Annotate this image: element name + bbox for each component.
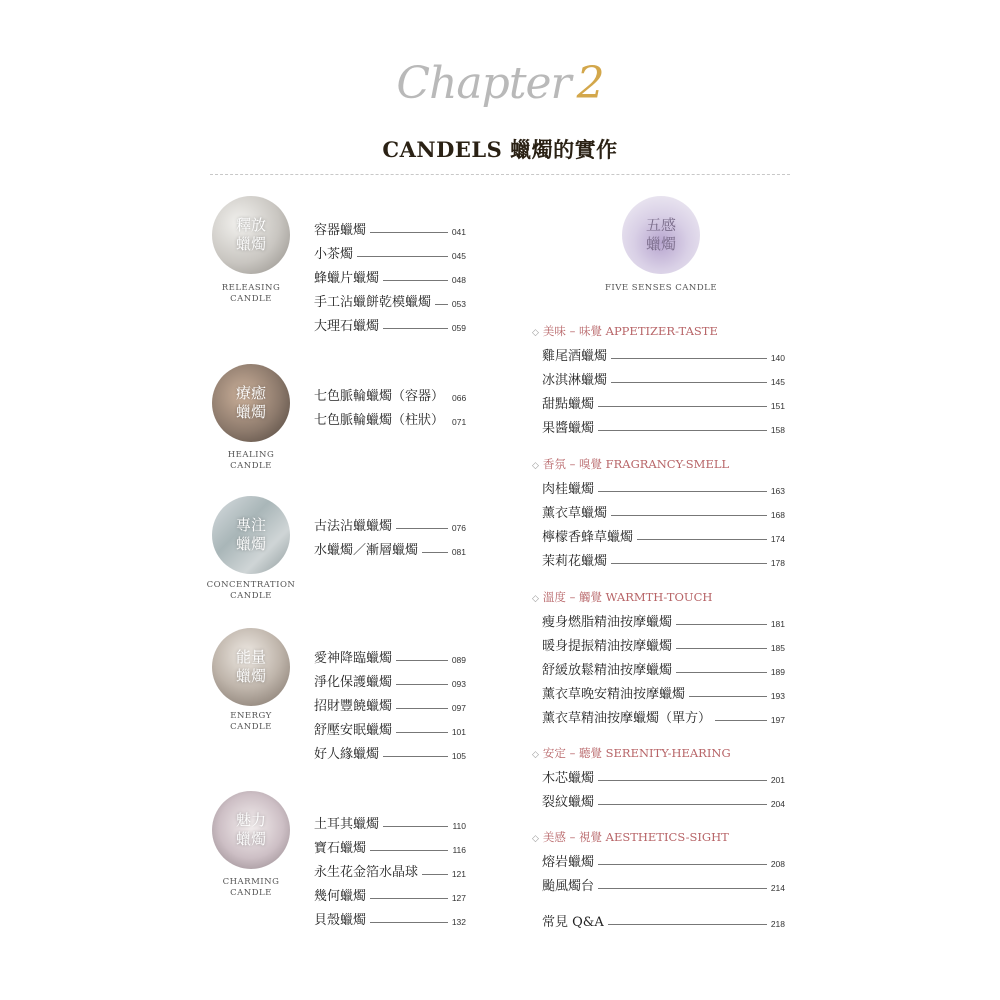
circle-text: 專注 bbox=[235, 516, 266, 534]
toc-entry-page: 132 bbox=[451, 917, 466, 927]
toc-entry-label: 好人緣蠟燭 bbox=[314, 747, 380, 762]
toc-entry-page: 093 bbox=[451, 679, 466, 689]
toc-entry[interactable] bbox=[314, 268, 466, 286]
leader-line bbox=[422, 874, 448, 875]
toc-entry[interactable] bbox=[314, 814, 466, 832]
circle-text: 蠟燭 bbox=[235, 535, 266, 553]
toc-entry-page: 151 bbox=[770, 401, 785, 411]
toc-entry-page: 214 bbox=[770, 883, 785, 893]
leader-line bbox=[396, 732, 448, 733]
chapter-heading bbox=[0, 58, 1000, 109]
category-label-line: CANDLE bbox=[230, 461, 272, 471]
toc-entry-page: 105 bbox=[451, 751, 466, 761]
section-heading-text: 安定 – 聽覺 SERENITY-HEARING bbox=[542, 746, 731, 760]
toc-entry[interactable] bbox=[542, 346, 785, 364]
toc-entry-label: 愛神降臨蠟燭 bbox=[314, 651, 393, 666]
toc-entry[interactable] bbox=[314, 720, 466, 738]
toc-entry-page: 163 bbox=[770, 486, 785, 496]
leader-line bbox=[689, 696, 767, 697]
healing-candle-photo bbox=[212, 364, 290, 442]
leader-line bbox=[676, 624, 767, 625]
toc-entry-label: 土耳其蠟燭 bbox=[314, 817, 380, 832]
leader-line bbox=[598, 864, 767, 865]
category-label-line: CHARMING bbox=[222, 877, 280, 887]
toc-entry-page: 197 bbox=[770, 715, 785, 725]
toc-entry[interactable] bbox=[314, 292, 466, 310]
toc-entry[interactable] bbox=[542, 527, 785, 545]
toc-entry-label: 熔岩蠟燭 bbox=[542, 855, 595, 870]
toc-entry-page: 189 bbox=[770, 667, 785, 677]
toc-entry-page: 158 bbox=[770, 425, 785, 435]
circle-text: 魅力 bbox=[235, 811, 266, 829]
leader-line bbox=[598, 888, 767, 889]
toc-entry[interactable] bbox=[542, 684, 785, 702]
toc-entry[interactable] bbox=[542, 612, 785, 630]
leader-line bbox=[383, 280, 448, 281]
toc-entry-label: 果醬蠟燭 bbox=[542, 421, 595, 436]
toc-entry[interactable] bbox=[542, 418, 785, 436]
toc-entry-page: 089 bbox=[451, 655, 466, 665]
diamond-icon: ◇ bbox=[532, 461, 539, 471]
leader-line bbox=[611, 515, 767, 516]
leader-line bbox=[370, 922, 448, 923]
circle-text: 蠟燭 bbox=[235, 667, 266, 685]
section-heading-text: 美味 – 味覺 APPETIZER-TASTE bbox=[542, 324, 718, 338]
leader-line bbox=[435, 304, 448, 305]
toc-entry[interactable] bbox=[542, 852, 785, 870]
toc-entry-label: 幾何蠟燭 bbox=[314, 889, 367, 904]
category-label-line: CONCENTRATION bbox=[206, 580, 296, 590]
leader-line bbox=[598, 430, 767, 431]
toc-entry-page: 178 bbox=[770, 558, 785, 568]
circle-text: 能量 bbox=[235, 648, 266, 666]
leader-line bbox=[396, 708, 448, 709]
toc-entry-page: 174 bbox=[770, 534, 785, 544]
toc-entry-label: 永生花金箔水晶球 bbox=[314, 865, 419, 880]
toc-entry-label: 招財豐饒蠟燭 bbox=[314, 699, 393, 714]
leader-line bbox=[370, 232, 448, 233]
chapter-number: 2 bbox=[576, 58, 604, 109]
category-label bbox=[196, 450, 306, 472]
leader-line bbox=[611, 563, 767, 564]
category-label-line: CANDLE bbox=[230, 591, 272, 601]
toc-entry[interactable] bbox=[542, 551, 785, 569]
leader-line bbox=[676, 648, 767, 649]
toc-entry-page: 218 bbox=[770, 919, 785, 929]
toc-entry-label: 蜂蠟片蠟燭 bbox=[314, 271, 380, 286]
toc-entry-label: 大理石蠟燭 bbox=[314, 319, 380, 334]
diamond-icon: ◇ bbox=[532, 750, 539, 760]
toc-entry-label: 小茶燭 bbox=[314, 247, 354, 262]
circle-text: 蠟燭 bbox=[235, 830, 266, 848]
leader-line bbox=[608, 924, 767, 925]
leader-line bbox=[611, 358, 767, 359]
chapter-word: Chapter bbox=[396, 58, 571, 109]
toc-entry-label: 寶石蠟燭 bbox=[314, 841, 367, 856]
leader-line bbox=[598, 780, 767, 781]
toc-entry[interactable] bbox=[314, 244, 466, 262]
toc-entry-page: 140 bbox=[770, 353, 785, 363]
leader-line bbox=[370, 850, 448, 851]
section-heading-text: 美感 – 視覺 AESTHETICS-SIGHT bbox=[542, 830, 729, 844]
toc-entry-label: 淨化保護蠟燭 bbox=[314, 675, 393, 690]
category-label-line: HEALING bbox=[227, 450, 275, 460]
section-heading bbox=[532, 829, 729, 845]
toc-entry-label: 常見 Q&A bbox=[542, 915, 604, 930]
category-label-line: CANDLE bbox=[230, 294, 272, 304]
toc-entry-page: 204 bbox=[770, 799, 785, 809]
toc-entry-label: 暖身提振精油按摩蠟燭 bbox=[542, 639, 673, 654]
toc-entry-faq[interactable] bbox=[542, 912, 785, 930]
toc-entry[interactable] bbox=[314, 886, 466, 904]
category-label-line: CANDLE bbox=[230, 888, 272, 898]
toc-entry-page: 193 bbox=[770, 691, 785, 701]
toc-entry-page: 116 bbox=[452, 845, 466, 855]
leader-line bbox=[611, 382, 767, 383]
circle-text: 蠟燭 bbox=[235, 235, 266, 253]
leader-line bbox=[598, 406, 767, 407]
toc-entry[interactable] bbox=[542, 792, 785, 810]
section-heading bbox=[532, 745, 731, 761]
diamond-icon: ◇ bbox=[532, 594, 539, 604]
category-label-line: RELEASING bbox=[221, 283, 281, 293]
category-label bbox=[196, 283, 306, 305]
toc-entry[interactable] bbox=[314, 516, 466, 534]
toc-entry-page: 081 bbox=[451, 547, 466, 557]
leader-line bbox=[396, 684, 448, 685]
leader-line bbox=[676, 672, 767, 673]
toc-entry-page: 066 bbox=[452, 393, 467, 403]
toc-entry-label: 薰衣草精油按摩蠟燭（單方） bbox=[542, 711, 712, 726]
toc-entry-page: 097 bbox=[451, 703, 466, 713]
category-label bbox=[196, 580, 306, 602]
leader-line bbox=[598, 491, 767, 492]
leader-line bbox=[422, 552, 448, 553]
toc-entry[interactable] bbox=[314, 410, 466, 428]
toc-entry[interactable] bbox=[542, 708, 785, 726]
toc-entry[interactable] bbox=[314, 696, 466, 714]
toc-entry-label: 七色脈輪蠟燭（柱狀） bbox=[314, 413, 445, 428]
toc-entry[interactable] bbox=[314, 540, 466, 558]
diamond-icon: ◇ bbox=[532, 328, 539, 338]
toc-entry-label: 瘦身燃脂精油按摩蠟燭 bbox=[542, 615, 673, 630]
energy-candle-photo bbox=[212, 628, 290, 706]
leader-line bbox=[357, 256, 448, 257]
toc-entry-label: 水蠟燭／漸層蠟燭 bbox=[314, 543, 419, 558]
section-heading-text: 溫度 – 觸覺 WARMTH-TOUCH bbox=[542, 590, 713, 604]
toc-entry-page: 208 bbox=[770, 859, 785, 869]
toc-entry-page: 059 bbox=[451, 323, 466, 333]
toc-entry-page: 181 bbox=[770, 619, 785, 629]
category-label bbox=[196, 877, 306, 899]
toc-entry-label: 容器蠟燭 bbox=[314, 223, 367, 238]
toc-entry-page: 071 bbox=[452, 417, 467, 427]
toc-entry-label: 甜點蠟燭 bbox=[542, 397, 595, 412]
toc-entry[interactable] bbox=[314, 316, 466, 334]
toc-entry-label: 雞尾酒蠟燭 bbox=[542, 349, 608, 364]
category-label-line: ENERGY bbox=[230, 711, 272, 721]
circle-text: 五感 bbox=[645, 216, 676, 234]
toc-entry-label: 薰衣草蠟燭 bbox=[542, 506, 608, 521]
section-heading bbox=[532, 589, 712, 605]
toc-entry[interactable] bbox=[542, 768, 785, 786]
circle-text: 釋放 bbox=[235, 216, 266, 234]
toc-entry[interactable] bbox=[314, 862, 466, 880]
toc-entry-label: 肉桂蠟燭 bbox=[542, 482, 595, 497]
category-label-line: CANDLE bbox=[230, 722, 272, 732]
toc-entry[interactable] bbox=[542, 660, 785, 678]
concentration-candle-photo bbox=[212, 496, 290, 574]
toc-entry-page: 127 bbox=[451, 893, 466, 903]
toc-entry-page: 121 bbox=[451, 869, 466, 879]
page-title: CANDELS 蠟燭的實作 bbox=[382, 137, 618, 162]
circle-text: 蠟燭 bbox=[235, 403, 266, 421]
toc-entry-label: 薰衣草晚安精油按摩蠟燭 bbox=[542, 687, 686, 702]
circle-text: 蠟燭 bbox=[645, 235, 676, 253]
toc-entry-label: 古法沾蠟蠟燭 bbox=[314, 519, 393, 534]
toc-entry[interactable] bbox=[314, 648, 466, 666]
leader-line bbox=[396, 528, 448, 529]
toc-entry-label: 裂紋蠟燭 bbox=[542, 795, 595, 810]
toc-entry-label: 檸檬香蜂草蠟燭 bbox=[542, 530, 634, 545]
section-heading bbox=[532, 323, 718, 339]
toc-entry[interactable] bbox=[314, 838, 466, 856]
leader-line bbox=[370, 898, 448, 899]
section-heading bbox=[532, 456, 729, 472]
toc-entry[interactable] bbox=[542, 394, 785, 412]
toc-entry-label: 木芯蠟燭 bbox=[542, 771, 595, 786]
toc-entry[interactable] bbox=[542, 636, 785, 654]
diamond-icon: ◇ bbox=[532, 834, 539, 844]
toc-entry[interactable] bbox=[542, 876, 785, 894]
five-senses-candle-photo bbox=[622, 196, 700, 274]
toc-entry[interactable] bbox=[314, 386, 466, 404]
leader-line bbox=[383, 756, 448, 757]
toc-entry-label: 冰淇淋蠟燭 bbox=[542, 373, 608, 388]
toc-entry[interactable] bbox=[542, 503, 785, 521]
leader-line bbox=[383, 826, 448, 827]
toc-entry-page: 110 bbox=[452, 821, 466, 831]
toc-entry[interactable] bbox=[542, 479, 785, 497]
toc-entry-label: 貝殼蠟燭 bbox=[314, 913, 367, 928]
toc-entry-label: 舒壓安眠蠟燭 bbox=[314, 723, 393, 738]
leader-line bbox=[715, 720, 767, 721]
leader-line bbox=[598, 804, 767, 805]
toc-entry-label: 茉莉花蠟燭 bbox=[542, 554, 608, 569]
toc-entry-label: 颱風燭台 bbox=[542, 879, 595, 894]
toc-entry-page: 101 bbox=[451, 727, 466, 737]
leader-line bbox=[396, 660, 448, 661]
leader-line bbox=[637, 539, 767, 540]
toc-entry-page: 076 bbox=[451, 523, 466, 533]
toc-entry-label: 七色脈輪蠟燭（容器） bbox=[314, 389, 445, 404]
toc-entry-page: 185 bbox=[770, 643, 785, 653]
toc-entry-label: 手工沾蠟餅乾模蠟燭 bbox=[314, 295, 432, 310]
charming-candle-photo bbox=[212, 791, 290, 869]
section-heading-text: 香氛 – 嗅覺 FRAGRANCY-SMELL bbox=[542, 457, 730, 471]
toc-entry-page: 045 bbox=[451, 251, 466, 261]
leader-line bbox=[383, 328, 448, 329]
category-label bbox=[196, 711, 306, 733]
toc-entry-page: 041 bbox=[451, 227, 466, 237]
toc-entry-page: 053 bbox=[451, 299, 466, 309]
category-label: FIVE SENSES CANDLE bbox=[604, 283, 718, 293]
toc-entry-label: 舒緩放鬆精油按摩蠟燭 bbox=[542, 663, 673, 678]
toc-entry-page: 201 bbox=[770, 775, 785, 785]
toc-entry[interactable] bbox=[314, 220, 466, 238]
toc-entry[interactable] bbox=[542, 370, 785, 388]
toc-entry-page: 048 bbox=[451, 275, 466, 285]
releasing-candle-photo bbox=[212, 196, 290, 274]
toc-entry-page: 168 bbox=[770, 510, 785, 520]
circle-text: 療癒 bbox=[235, 384, 266, 402]
divider bbox=[210, 174, 790, 175]
toc-entry-page: 145 bbox=[770, 377, 785, 387]
toc-entry[interactable] bbox=[314, 672, 466, 690]
toc-entry[interactable] bbox=[314, 910, 466, 928]
toc-entry[interactable] bbox=[314, 744, 466, 762]
